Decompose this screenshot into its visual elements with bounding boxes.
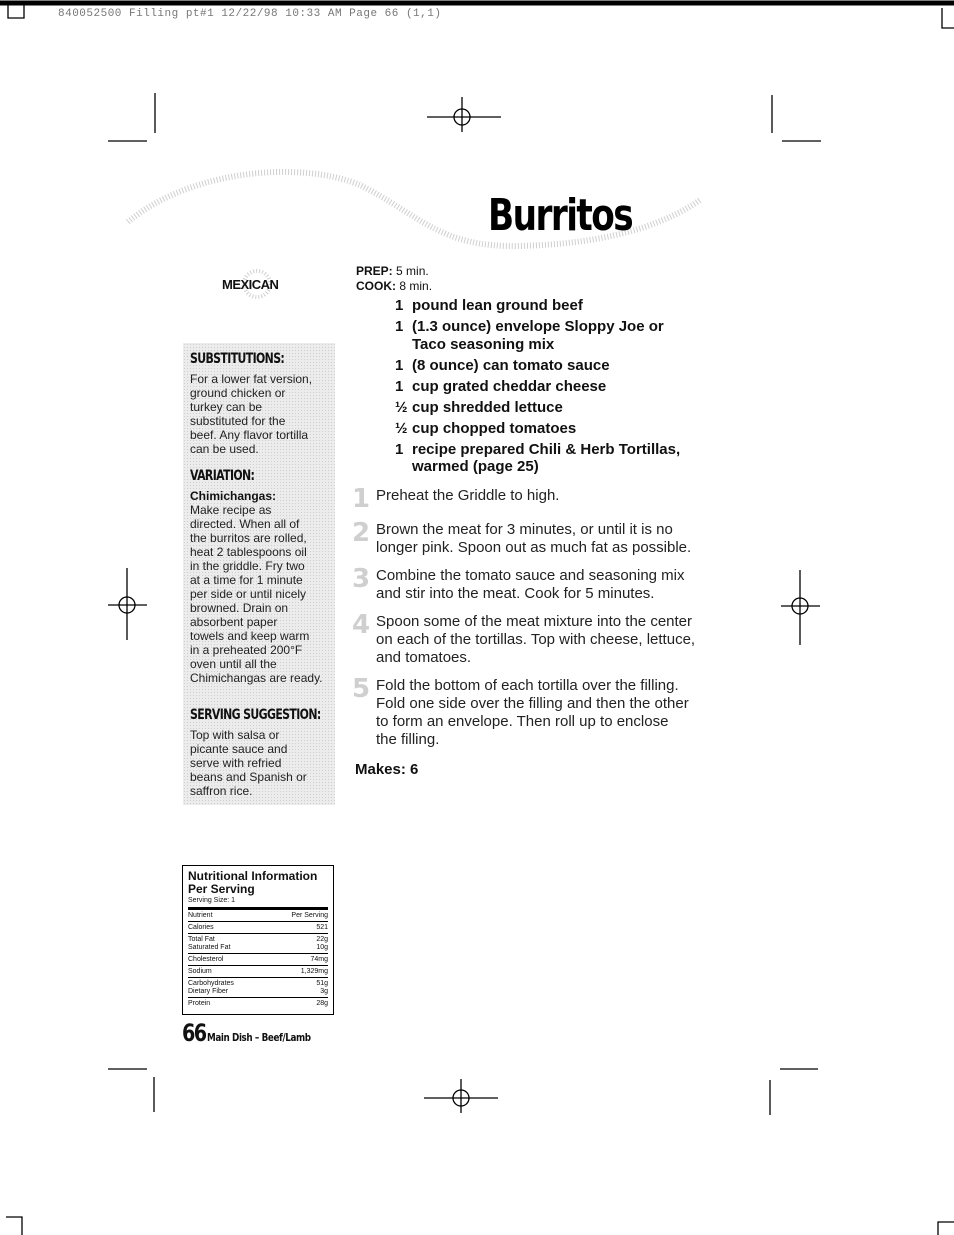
step-number: 5 xyxy=(352,674,371,704)
ingredient-text: cup shredded lettuce xyxy=(412,398,563,416)
ingredient-qty: 1 xyxy=(395,440,404,458)
nutrition-row xyxy=(188,997,328,1009)
ingredient-qty: ½ xyxy=(395,419,408,437)
nutrition-title: Nutritional Information Per Serving xyxy=(188,869,318,896)
substitutions-text: For a lower fat version, ground chicken or turkey can be substituted for the beef. Any flavor tortilla can be used. xyxy=(190,372,313,456)
serving-suggestion-text: Top with salsa or picante sauce and serve with refried beans and Spanish or saffron rice. xyxy=(190,728,307,798)
step-text: Brown the meat for 3 minutes, or until it is no longer pink. Spoon out as much fat as possible. xyxy=(376,521,692,556)
nutrition-table xyxy=(188,907,328,1009)
substitutions-heading: SUBSTITUTIONS: xyxy=(190,351,285,367)
nutrient-value: 28g xyxy=(316,1000,328,1007)
step-item xyxy=(352,518,722,557)
nutrition-row xyxy=(188,953,328,965)
ingredient-item xyxy=(395,441,725,476)
step-number: 3 xyxy=(352,564,371,594)
step-item xyxy=(352,484,722,514)
variation-heading: VARIATION: xyxy=(190,468,255,484)
registration-mark-left xyxy=(108,568,147,640)
nutrition-serving-size: Serving Size: 1 xyxy=(188,897,236,904)
step-number: 1 xyxy=(352,484,371,514)
prep-label: PREP: xyxy=(356,264,393,278)
page-number: 66 xyxy=(182,1019,206,1047)
section-label: Main Dish – Beef/Lamb xyxy=(207,1031,312,1044)
step-item xyxy=(352,610,722,667)
nutrient-value: 521 xyxy=(316,924,328,931)
print-header-line: 840052500 Filling pt#1 12/22/98 10:33 AM Page 66 (1,1) xyxy=(58,8,442,20)
step-item xyxy=(352,564,722,603)
step-list xyxy=(352,484,722,749)
nutrition-row xyxy=(188,965,328,977)
page-footer xyxy=(182,1019,337,1047)
ingredient-item xyxy=(395,297,725,315)
ingredient-text: recipe prepared Chili & Herb Tortillas, warmed (page 25) xyxy=(412,440,681,475)
ingredient-item xyxy=(395,357,725,375)
nutrient-label: Cholesterol xyxy=(188,956,224,963)
step-item xyxy=(352,674,722,749)
nutrient-label: Carbohydrates Dietary Fiber xyxy=(188,980,234,995)
ingredient-qty: 1 xyxy=(395,297,404,314)
ingredient-item xyxy=(395,378,725,396)
nutrient-label: Calories xyxy=(188,924,214,931)
ingredient-text: (8 ounce) can tomato sauce xyxy=(412,356,610,374)
nutrient-label: Total Fat Saturated Fat xyxy=(188,936,231,951)
step-text: Preheat the Griddle to high. xyxy=(376,487,560,504)
ingredient-qty: 1 xyxy=(395,377,404,395)
cook-value: 8 min. xyxy=(399,279,433,293)
step-text: Spoon some of the meat mixture into the center on each of the tortillas. Top with cheese, lettuce, and tomatoes. xyxy=(376,613,696,666)
step-text: Fold the bottom of each tortilla over the filling. Fold one side over the filling and then the other to form an envelope. Then roll up to enclose the filling. xyxy=(376,677,689,748)
nutrient-label: Protein xyxy=(188,1000,211,1007)
ingredient-text: (1.3 ounce) envelope Sloppy Joe or Taco seasoning mix xyxy=(412,318,664,353)
nutrient-label: Sodium xyxy=(188,968,212,975)
nutrient-value: 22g 10g xyxy=(316,936,328,951)
nutrient-value: 51g 3g xyxy=(316,980,328,995)
variation-subheading: Chimichangas: xyxy=(190,489,277,503)
ingredient-list xyxy=(395,297,725,479)
ingredient-text: cup grated cheddar cheese xyxy=(412,377,607,395)
recipe-title: Burritos xyxy=(488,190,633,241)
nutrient-value: 1,329mg xyxy=(300,968,328,975)
ingredient-item xyxy=(395,420,725,438)
prep-cook-times xyxy=(356,264,432,294)
cook-label: COOK: xyxy=(356,279,396,293)
step-text: Combine the tomato sauce and seasoning mix and stir into the meat. Cook for 5 minutes. xyxy=(376,567,685,602)
nutrition-row xyxy=(188,921,328,933)
nutrition-header-row xyxy=(188,907,328,921)
nutrient-value: 74mg xyxy=(310,956,328,963)
ingredient-qty: 1 xyxy=(395,356,404,374)
ingredient-text: cup chopped tomatoes xyxy=(412,419,577,437)
registration-mark-bottom xyxy=(424,1079,498,1113)
registration-mark-top xyxy=(427,97,501,132)
registration-mark-right xyxy=(781,570,820,645)
ingredient-qty: ½ xyxy=(395,398,408,416)
nutrition-row xyxy=(188,933,328,953)
recipe-yield: Makes: 6 xyxy=(355,761,419,778)
sidebar-tips-box xyxy=(183,343,335,805)
step-number: 2 xyxy=(352,518,371,548)
ingredient-item xyxy=(395,318,725,353)
prep-value: 5 min. xyxy=(396,264,429,278)
ingredient-item xyxy=(395,399,725,417)
nutrient-header: Nutrient xyxy=(188,912,213,919)
variation-text: Make recipe as directed. When all of the burritos are rolled, heat 2 tablespoons oil in the griddle. Fry two at a time for 1 minute per side or until nicely browned. Drain on absorbent paper towels and keep warm in a preheated 200°F oven until all the Chimichangas are ready. xyxy=(190,503,323,685)
step-number: 4 xyxy=(352,610,371,640)
serving-suggestion-heading: SERVING SUGGESTION: xyxy=(190,707,321,723)
per-serving-header: Per Serving xyxy=(291,912,328,919)
recipe-category: MEXICAN xyxy=(222,277,279,292)
ingredient-qty: 1 xyxy=(395,318,404,335)
nutrition-facts-box xyxy=(182,865,334,1015)
ingredient-text: pound lean ground beef xyxy=(412,297,583,314)
nutrition-row xyxy=(188,977,328,997)
